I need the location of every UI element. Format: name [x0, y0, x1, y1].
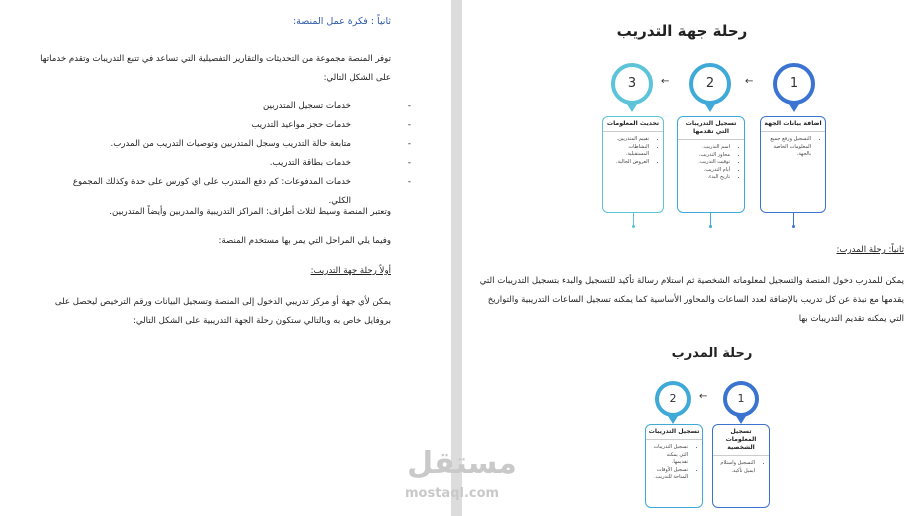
step-card-3: [602, 116, 664, 213]
list-item: - خدمات تسجيل المتدربين: [262, 101, 411, 111]
card-heading: اضافة بيانات الجهة: [761, 117, 825, 132]
card-body: • اسم التدريب. • محاور التدريب. • توقيت التدريب. • أيام التدريب. • تاريخ البدء.: [678, 140, 744, 182]
arrow-left-icon: ←: [699, 391, 708, 402]
card-heading: تسجيل التدريبات التي تقدمها: [678, 117, 744, 140]
watermark-url: mostaql.com: [405, 486, 500, 501]
step-card-1: [760, 116, 826, 213]
arrow-left-icon: ←: [661, 76, 670, 87]
card-heading: تسجيل المعلومات الشخصية: [713, 425, 769, 456]
pin-icon: [789, 104, 799, 112]
intro-paragraph: توفر المنصة مجموعة من التحديثات والتقارير التفصيلية التي تساعد في تتبع التدريبات وتقدم خدماتها على الشكل التالي:: [40, 54, 391, 83]
card-heading: تسجيل التدريبات: [646, 425, 702, 440]
connector-line: [710, 213, 711, 225]
step-number-1: 1: [773, 63, 815, 105]
list-item: - خدمات بطاقة التدريب.: [269, 158, 411, 168]
paragraph-parties: وتعتبر المنصة وسيط لثلاث أطراف: المراكز التدريبية والمدربين وأيضاً المتدربين.: [109, 207, 391, 217]
pin-icon: [668, 416, 678, 424]
card-body: • تسجيل التدريبات التي يمكنه تقديمها. • تسجيل الأوقات المتاحة للتدريب.: [646, 440, 702, 482]
document-page-left: [0, 0, 451, 516]
subheading-training-center: أولاً رحلة جهة التدريب:: [310, 266, 391, 276]
connector-dot: [632, 225, 635, 228]
card-body: • التسجيل واستلام ايميل تأكيد.: [713, 456, 769, 475]
step-number-3: 3: [611, 63, 653, 105]
section-heading: ثانياً : فكرة عمل المنصة:: [292, 16, 391, 27]
subheading-trainer: ثانياً: رحلة المدرب:: [836, 245, 904, 255]
step-card-2: [645, 424, 703, 508]
watermark-logo: مستقل: [407, 446, 517, 481]
page-divider: [451, 0, 462, 516]
step-number-1: 1: [723, 381, 759, 417]
paragraph-stages: وفيما يلي المراحل التي يمر بها مستخدم المنصة:: [218, 236, 391, 246]
pin-icon: [627, 104, 637, 112]
step-number-2: 2: [689, 63, 731, 105]
card-body: • التسجيل ورفع جميع المعلومات الخاصة بالجهة.: [761, 132, 825, 159]
list-item: - متابعة حالة التدريب وسجل المتدربين وتوصيات التدريب من المدرب.: [110, 139, 411, 149]
connector-line: [793, 213, 794, 225]
diagram-title: رحلة جهة التدريب: [616, 22, 748, 40]
connector-line: [633, 213, 634, 225]
list-item: - خدمات المدفوعات: كم دفع المتدرب على اي كورس على حدة وكذلك المجموع الكلي.: [72, 177, 411, 206]
pin-icon: [705, 104, 715, 112]
paragraph-training-center: يمكن لأي جهة أو مركز تدريبي الدخول إلى المنصة وتسجيل البيانات ورقم الترخيص ليحصل على بروفايل خاص به وبالتالي ستكون رحلة الجهة التدريبية على الشكل التالي:: [54, 297, 391, 326]
pin-icon: [736, 416, 746, 424]
step-card-2: [677, 116, 745, 213]
card-heading: تحديث المعلومات: [603, 117, 663, 132]
services-list: [51, 97, 411, 211]
document-page-right: [405, 0, 918, 516]
diagram-title: رحلة المدرب: [671, 346, 753, 361]
connector-dot: [709, 225, 712, 228]
step-number-2: 2: [655, 381, 691, 417]
arrow-left-icon: ←: [745, 76, 754, 87]
connector-dot: [792, 225, 795, 228]
paragraph-trainer: يمكن للمدرب دخول المنصة والتسجيل لمعلوماته الشخصية ثم استلام رسالة تأكيد للتسجيل والبدء بتسجيل التدريبات التي يقدمها مع نبذة عن كل تدريب بالإضافة لعدد الساعات والمحاور الأساسية كما يمكنه تسجيل الساعات التدريبية والتواريخ التي يمكنه تقديم التدريبات بها: [479, 276, 904, 324]
step-card-1: [712, 424, 770, 508]
list-item: - خدمات حجز مواعيد التدريب: [251, 120, 411, 130]
card-body: • تقييم المتدربين. • النشاطات المستقبلية. • العروض الحالية.: [603, 132, 663, 166]
